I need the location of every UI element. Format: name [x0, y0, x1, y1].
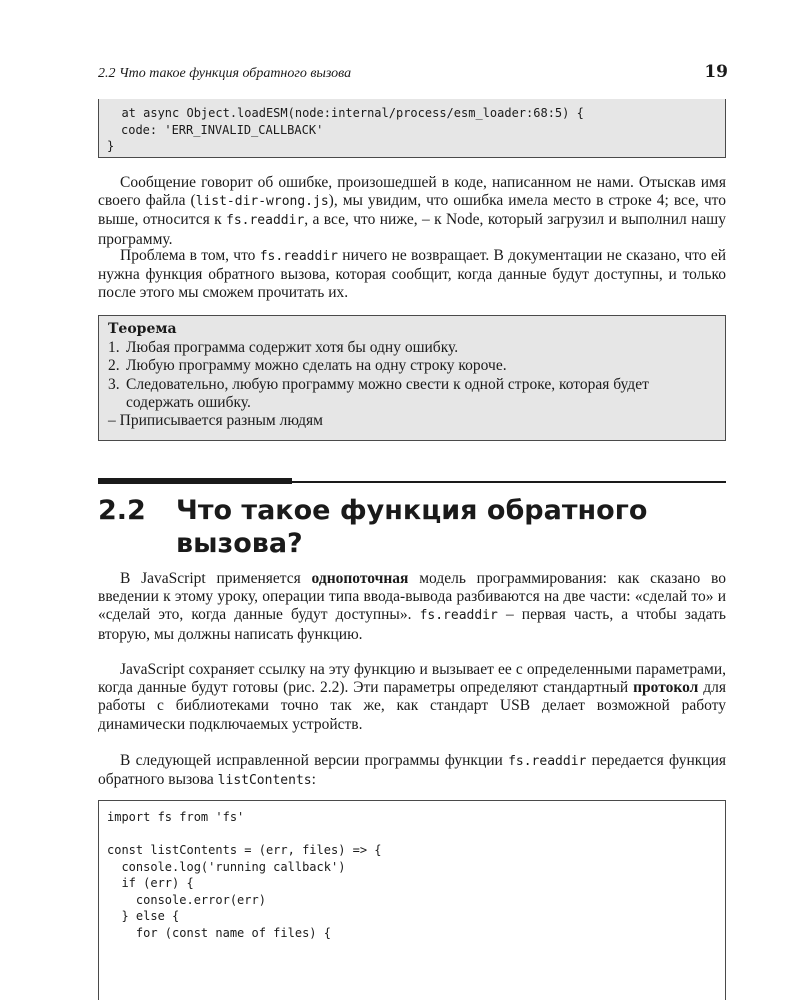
text: ), мы увидим, что ошибка имела место в строке 4; все, что выше, относится к [98, 192, 726, 229]
code-block-error-output [98, 99, 726, 158]
code-line: const listContents = (err, files) => { [107, 843, 382, 857]
inline-code: fs.readdir [419, 608, 498, 624]
inline-code: fs.readdir [508, 754, 587, 769]
paragraph-protocol [98, 661, 726, 734]
section-number: 2.2 [98, 495, 146, 526]
theorem-item [108, 357, 716, 375]
code-line: console.log('running callback') [107, 859, 346, 874]
text: JavaScript сохраняет ссылку на эту функцию и вызывает ее с определенными параметрами, когда данные будут готовы (рис. 2.2). Эти параметры определяют стандартный [98, 661, 726, 697]
paragraph-fixed-version [98, 752, 726, 790]
running-head-title: 2.2 Что такое функция обратного вызова [98, 66, 352, 81]
text: передается функция обратного вызова [98, 752, 726, 789]
code-line: if (err) { [107, 876, 194, 890]
text: , а все, что ниже, – к Node, который загрузил и выполнил нашу программу. [98, 211, 726, 248]
paragraph-single-threaded [98, 570, 726, 644]
code-line: for (const name of files) { [107, 925, 331, 940]
theorem-item-text: Любую программу можно сделать на одну строку короче. [126, 357, 507, 375]
section-heading [98, 494, 726, 560]
inline-code: listContents [217, 773, 312, 789]
text: для работы с библиотеками точно так же, как стандарт USB делает возможной работу динамически подключаемых устройств. [98, 679, 726, 733]
inline-code: list-dir-wrong.js [195, 194, 329, 210]
text: : [311, 771, 316, 789]
text: модель программирования: как сказано во введении к этому уроку, операции типа ввода-вывода разбиваются на две части: «сделай то» и «сделай это, когда данные будут доступны». [98, 570, 726, 624]
inline-code: fs.readdir [259, 249, 338, 264]
theorem-item-text: Следовательно, любую программу можно свести к одной строке, которая будет содержать ошибку. [126, 375, 649, 411]
theorem-item-number: 2. [108, 357, 120, 375]
code-line: import fs from 'fs' [107, 810, 245, 824]
text: – первая часть, а чтобы задать вторую, мы должны написать функцию. [98, 606, 726, 643]
code-line: at async Object.loadESM(node:internal/process/esm_loader:68:5) { [107, 106, 584, 120]
text: Сообщение говорит об ошибке, произошедшей в коде, написанном не нами. Отыскав имя своего файла ( [98, 174, 726, 210]
bold-term: однопоточная [311, 570, 409, 587]
theorem-item-text: Любая программа содержит хотя бы одну ошибку. [126, 339, 459, 357]
code-block-list-contents [98, 800, 726, 1000]
inline-code: fs.readdir [226, 213, 305, 229]
code-line: } [107, 139, 115, 153]
theorem-item [108, 376, 716, 412]
text: Проблема в том, что [120, 247, 260, 264]
bold-term: протокол [633, 679, 699, 697]
theorem-item-number: 3. [108, 375, 120, 393]
theorem-item [108, 339, 716, 357]
text: ничего не возвращает. В документации не сказано, что ей нужна функция обратного вызова, которая сообщит, когда данные будут доступны, и только после этого мы сможем прочитать их. [98, 247, 726, 302]
text: В следующей исправленной версии программы функции [120, 752, 509, 769]
theorem-attribution: – Приписывается разным людям [108, 412, 323, 430]
code-line: console.error(err) [107, 892, 266, 907]
paragraph-error-explanation [98, 174, 726, 249]
section-rule-accent [98, 478, 292, 484]
running-head [98, 62, 728, 84]
code-line: code: 'ERR_INVALID_CALLBACK' [121, 122, 324, 137]
code-line: } else { [107, 909, 180, 923]
theorem-title: Теорема [108, 321, 177, 337]
page-number: 19 [704, 62, 728, 82]
theorem-box [98, 315, 726, 441]
code-line [107, 826, 717, 843]
paragraph-problem [98, 247, 726, 303]
theorem-item-number: 1. [108, 339, 120, 357]
section-title: Что такое функция обратного вызова? [176, 495, 648, 559]
text: В JavaScript применяется [120, 570, 312, 587]
